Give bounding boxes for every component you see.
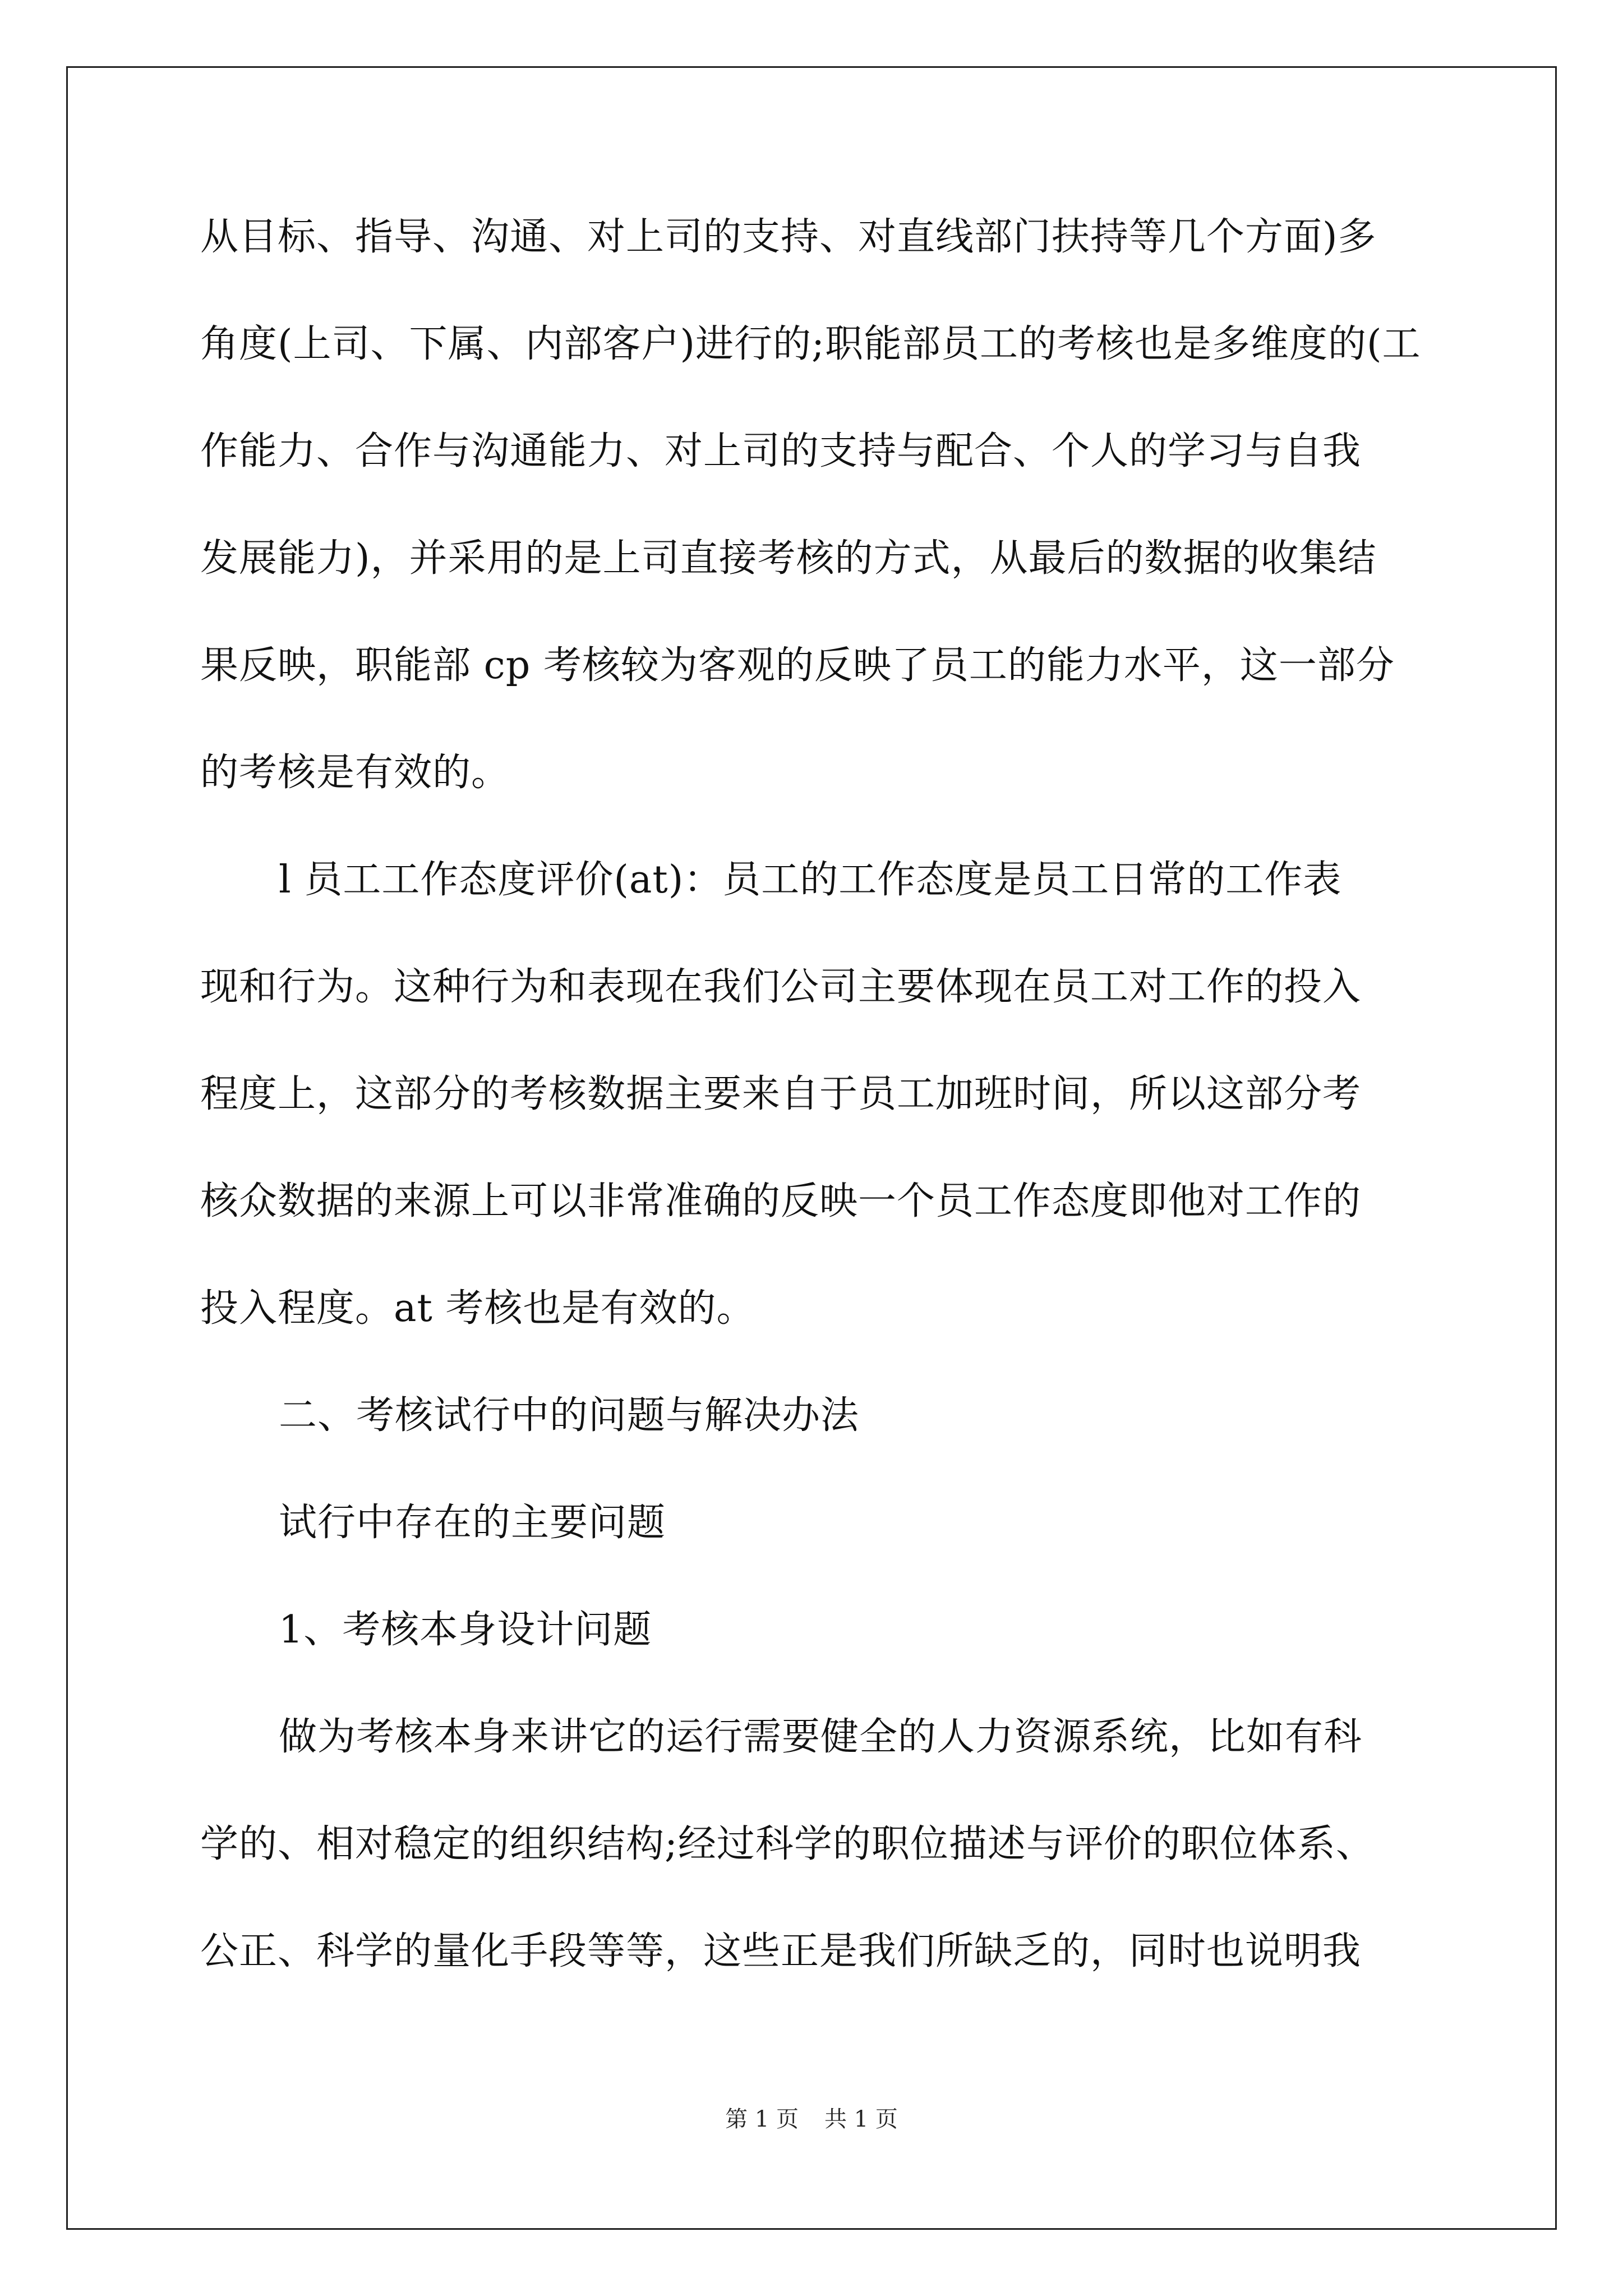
subsection-heading: 1、考核本身设计问题 (279, 1608, 652, 1652)
body-text-line: 学的、相对稳定的组织结构;经过科学的职位描述与评价的职位体系、 (200, 1822, 1375, 1866)
body-text-line: 果反映，职能部 cp 考核较为客观的反映了员工的能力水平，这一部分 (200, 643, 1395, 688)
body-text-line: 作能力、合作与沟通能力、对上司的支持与配合、个人的学习与自我 (200, 429, 1362, 473)
page-number: 第 1 页 (725, 2106, 799, 2132)
body-text-line: 做为考核本身来讲它的运行需要健全的人力资源系统，比如有科 (279, 1715, 1363, 1759)
subsection-heading: 试行中存在的主要问题 (279, 1501, 666, 1545)
body-text-line: 投入程度。at 考核也是有效的。 (200, 1286, 755, 1331)
page-border (66, 66, 1557, 2230)
body-text-line: 角度(上司、下属、内部客户)进行的;职能部员工的考核也是多维度的(工 (200, 322, 1421, 366)
body-text-line: 公正、科学的量化手段等等，这些正是我们所缺乏的，同时也说明我 (200, 1929, 1362, 1973)
body-text-line: 程度上，这部分的考核数据主要来自于员工加班时间，所以这部分考 (200, 1072, 1362, 1116)
body-text-line: 核众数据的来源上可以非常准确的反映一个员工作态度即他对工作的 (200, 1179, 1362, 1223)
body-text-line: 现和行为。这种行为和表现在我们公司主要体现在员工对工作的投入 (200, 965, 1362, 1009)
body-text-line: 发展能力)，并采用的是上司直接考核的方式，从最后的数据的收集结 (200, 536, 1377, 581)
total-pages: 共 1 页 (824, 2106, 898, 2132)
section-heading: 二、考核试行中的问题与解决办法 (279, 1393, 860, 1438)
body-text-line: l 员工工作态度评价(at)：员工的工作态度是员工日常的工作表 (279, 858, 1342, 902)
page-footer (0, 2102, 1623, 2136)
body-text-line: 从目标、指导、沟通、对上司的支持、对直线部门扶持等几个方面)多 (200, 215, 1377, 259)
body-text-line: 的考核是有效的。 (200, 751, 510, 795)
